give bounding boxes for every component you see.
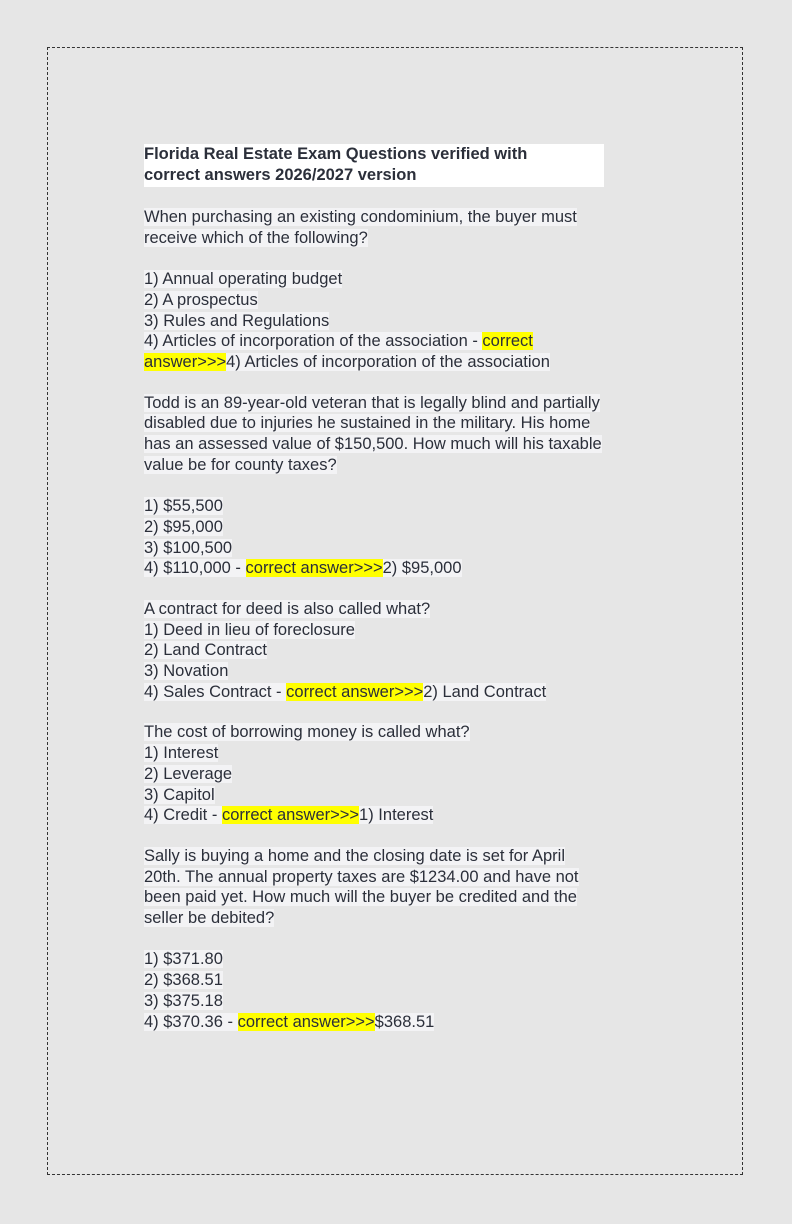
text-line — [144, 228, 664, 249]
correct-answer-highlight: correct answer>>> — [286, 682, 424, 701]
text-line — [144, 785, 664, 806]
text-line — [144, 207, 664, 228]
line-text: been paid yet. How much will the buyer be credited and the — [144, 888, 577, 907]
line-text: 2) A prospectus — [144, 290, 258, 309]
correct-answer-highlight: correct — [482, 332, 533, 351]
text-line — [144, 970, 664, 991]
text-line — [144, 887, 664, 908]
line-text: 2) Land Contract — [144, 641, 267, 660]
line-text: value be for county taxes? — [144, 455, 337, 474]
answer-text: 4) Articles of incorporation of the association — [226, 352, 550, 371]
line-text: A contract for deed is also called what? — [144, 599, 431, 618]
text-line — [144, 331, 664, 352]
line-text: 3) $100,500 — [144, 538, 233, 557]
line-text: 1) Annual operating budget — [144, 270, 343, 289]
line-text: 4) $110,000 - — [144, 559, 246, 578]
text-line — [144, 867, 664, 888]
line-text: seller be debited? — [144, 909, 275, 928]
text-line — [144, 393, 664, 414]
text-line — [144, 538, 664, 559]
line-text: Sally is buying a home and the closing date is set for April — [144, 846, 565, 865]
line-text: Todd is an 89-year-old veteran that is legally blind and partially — [144, 393, 600, 412]
question-block — [144, 722, 664, 826]
text-line — [144, 352, 664, 373]
text-line — [144, 805, 664, 826]
document-content — [144, 144, 664, 1032]
text-line — [144, 991, 664, 1012]
text-line — [144, 517, 664, 538]
line-text: 4) Articles of incorporation of the association - — [144, 332, 483, 351]
text-line — [144, 558, 664, 579]
text-line — [144, 1012, 664, 1033]
line-text: When purchasing an existing condominium, the buyer must — [144, 208, 577, 226]
line-text: receive which of the following? — [144, 228, 368, 247]
text-line — [144, 764, 664, 785]
correct-answer-highlight: correct answer>>> — [221, 806, 360, 825]
title-line-1: Florida Real Estate Exam Questions verified with — [144, 145, 528, 163]
line-text: 2) $95,000 — [144, 517, 223, 536]
text-line — [144, 434, 664, 455]
line-text: 20th. The annual property taxes are $1234.00 and have not — [144, 867, 579, 886]
text-line — [144, 743, 664, 764]
line-text: has an assessed value of $150,500. How much will his taxable — [144, 435, 602, 454]
line-text: 4) $370.36 - — [144, 1012, 238, 1031]
blank-line — [144, 248, 664, 269]
text-line — [144, 661, 664, 682]
question-block — [144, 599, 664, 703]
blank-line — [144, 929, 664, 950]
answer-text: 1) Interest — [359, 806, 434, 825]
question-block — [144, 207, 664, 373]
text-line — [144, 846, 664, 867]
text-line — [144, 496, 664, 517]
correct-answer-highlight: answer>>> — [144, 352, 227, 371]
line-text: 3) Capitol — [144, 785, 215, 804]
line-text: 2) $368.51 — [144, 971, 223, 990]
text-line — [144, 455, 664, 476]
line-text: 3) $375.18 — [144, 991, 223, 1010]
text-line — [144, 682, 664, 703]
title-line-2: correct answers 2026/2027 version — [144, 165, 417, 184]
line-text: 3) Rules and Regulations — [144, 311, 330, 330]
text-line — [144, 290, 664, 311]
text-line — [144, 640, 664, 661]
text-line — [144, 722, 664, 743]
line-text: 1) Deed in lieu of foreclosure — [144, 620, 355, 639]
correct-answer-highlight: correct answer>>> — [237, 1012, 375, 1031]
line-text: 4) Credit - — [144, 806, 222, 825]
answer-text: $368.51 — [374, 1012, 435, 1031]
question-block — [144, 393, 664, 579]
text-line — [144, 413, 664, 434]
line-text: 3) Novation — [144, 662, 229, 681]
text-line — [144, 269, 664, 290]
text-line — [144, 620, 664, 641]
blank-line — [144, 475, 664, 496]
line-text: The cost of borrowing money is called what? — [144, 723, 470, 742]
answer-text: 2) Land Contract — [423, 682, 547, 701]
line-text: 1) $55,500 — [144, 497, 223, 516]
answer-text: 2) $95,000 — [382, 559, 462, 578]
line-text: 2) Leverage — [144, 764, 233, 783]
text-line — [144, 908, 664, 929]
text-line — [144, 311, 664, 332]
text-line — [144, 599, 664, 620]
line-text: 1) Interest — [144, 744, 219, 763]
document-title — [144, 144, 604, 187]
line-text: 4) Sales Contract - — [144, 682, 287, 701]
question-list — [144, 207, 664, 1032]
correct-answer-highlight: correct answer>>> — [245, 559, 383, 578]
question-block — [144, 846, 664, 1032]
line-text: 1) $371.80 — [144, 950, 223, 969]
text-line — [144, 949, 664, 970]
line-text: disabled due to injuries he sustained in the military. His home — [144, 414, 591, 433]
